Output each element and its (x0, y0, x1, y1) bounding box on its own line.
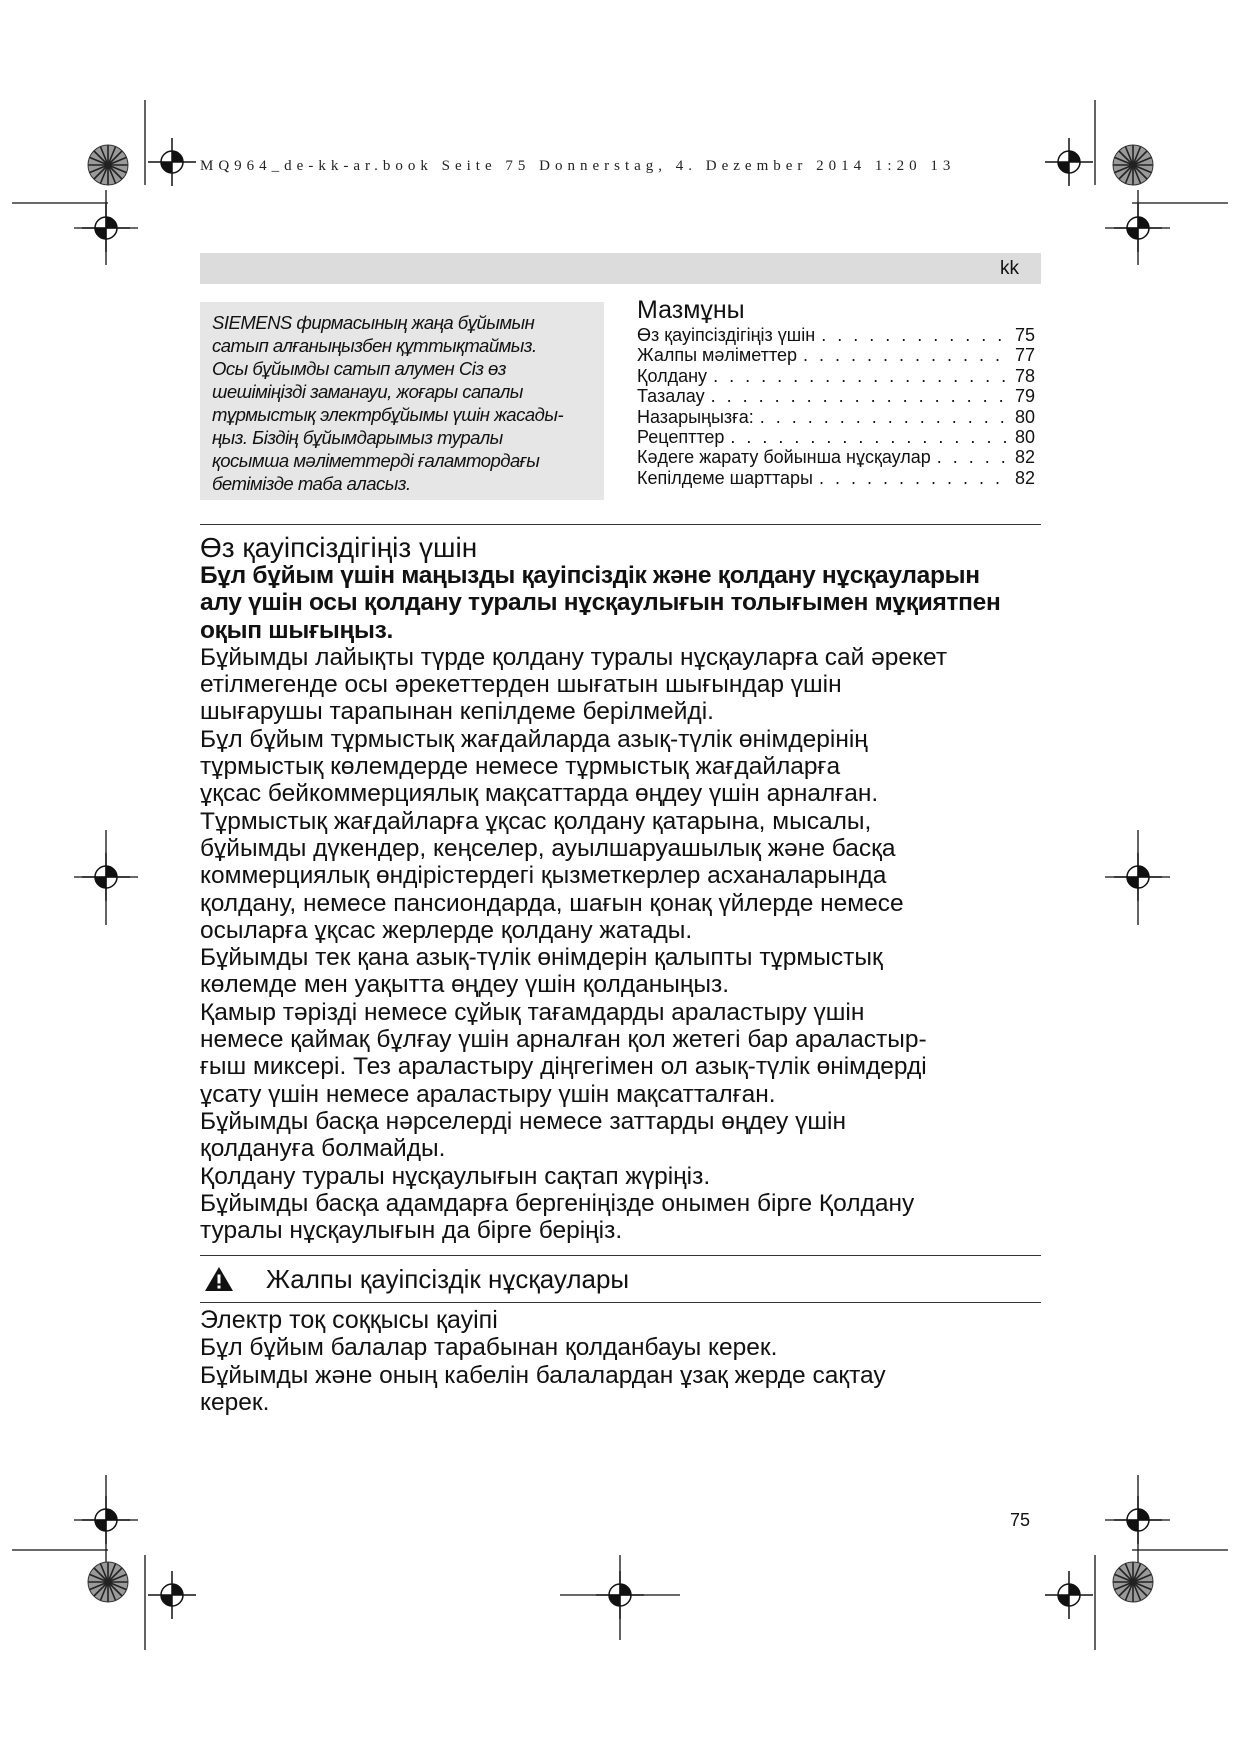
body-line: Бұйымды және оның кабелін балалардан ұзақ жерде сақтау (200, 1361, 886, 1389)
body-line: Тұрмыстық жағдайларға ұқсас қолдану қатарына, мысалы, (200, 807, 872, 835)
section-body (200, 562, 1045, 1244)
warning-heading (200, 1264, 1041, 1296)
body-line: Қолдану туралы нұсқаулығын сақтап жүріңіз. (200, 1162, 711, 1190)
electric-shock-section (200, 1307, 1045, 1416)
toc-item[interactable] (637, 447, 1035, 467)
toc-item[interactable] (637, 468, 1035, 488)
toc-item[interactable] (637, 325, 1035, 345)
body-line: көлемде мен уақытта өңдеу үшін қолданыңыз. (200, 971, 730, 999)
body-line: осыларға ұқсас жерлерде қолдану жатады. (200, 916, 693, 944)
body-line: шығарушы тарапынан кепілдеме берілмейді. (200, 698, 714, 726)
toc-item-page: 82 (1014, 447, 1035, 468)
toc-item[interactable] (637, 427, 1035, 447)
toc-item-label: Рецепттер (637, 427, 725, 448)
page-number: 75 (1010, 1510, 1031, 1530)
lead-line: алу үшін осы қолдану туралы нұсқаулығын толығымен мұқиятпен (200, 589, 1001, 617)
file-header-line: MQ964_de-kk-ar.book Seite 75 Donnerstag, 4. Dezember 2014 1:20 13 (200, 158, 956, 174)
lead-line: оқып шығыңыз. (200, 616, 394, 644)
section-heading: Өз қауіпсіздігіңіз үшін (200, 532, 478, 563)
toc-item-label: Қолдану (637, 365, 708, 386)
toc-item[interactable] (637, 386, 1035, 406)
body-line: ғыш миксері. Тез араластыру діңгегімен ол азық-түлік өнімдерді (200, 1053, 927, 1081)
body-line: керек. (200, 1388, 270, 1416)
body-line: Қамыр тәрізді немесе сұйық тағамдарды араластыру үшін (200, 998, 865, 1026)
intro-line: шешіміңізді заманауи, жоғары сапалы (212, 381, 523, 402)
warning-triangle-icon (204, 1266, 234, 1292)
body-line: Бұйымды тек қана азық-түлік өнімдерін қалыпты тұрмыстық (200, 944, 883, 972)
table-of-contents (637, 325, 1035, 488)
body-line: Бұйымды басқа нәрселерді немесе заттарды өңдеу үшін (200, 1107, 846, 1135)
body-line: қолдану, немесе пансиондарда, шағын қонақ үйлерде немесе (200, 889, 904, 917)
language-band (200, 253, 1041, 284)
intro-line: SIEMENS фирмасының жаңа бұйымын (212, 312, 535, 333)
body-line: Бұл бұйым тұрмыстық жағдайларда азық-түлік өнімдерінің (200, 725, 868, 753)
toc-item-label: Тазалау (637, 386, 705, 407)
toc-item[interactable] (637, 407, 1035, 427)
toc-item-label: Жалпы мәліметтер (637, 345, 798, 366)
body-line: ұсату үшін немесе араластыру үшін мақсатталған. (200, 1080, 776, 1108)
warning-divider-top (200, 1255, 1041, 1256)
toc-item-page: 78 (1014, 365, 1035, 386)
body-line: қолдануға болмайды. (200, 1135, 446, 1163)
toc-item-page: 79 (1014, 386, 1035, 407)
intro-line: қосымша мәліметтерді ғаламтордағы (212, 450, 540, 471)
intro-line: Осы бұйымды сатып алумен Сіз өз (212, 358, 506, 379)
toc-title: Мазмұны (637, 296, 745, 324)
toc-item-page: 82 (1014, 467, 1035, 488)
section-divider (200, 524, 1041, 525)
intro-line: сатып алғаныңызбен құттықтаймыз. (212, 335, 537, 356)
body-line: немесе қаймақ бұлғау үшін арналған қол жетегі бар араластыр- (200, 1026, 927, 1054)
toc-item-page: 75 (1014, 325, 1035, 345)
body-line: Бұл бұйым балалар тарабынан қолданбауы керек. (200, 1334, 778, 1362)
body-line: туралы нұсқаулығын да бірге беріңіз. (200, 1217, 623, 1245)
subsection-heading: Электр тоқ соққысы қауіпі (200, 1306, 498, 1334)
body-line: етілмегенде осы әрекеттерден шығатын шығындар үшін (200, 671, 842, 699)
intro-line: тұрмыстық электрбұйымы үшін жасады- (212, 404, 564, 425)
toc-item[interactable] (637, 345, 1035, 365)
toc-item-label: Назарыңызға: (637, 406, 754, 427)
body-line: Бұйымды басқа адамдарға бергеніңізде онымен бірге Қолдану (200, 1189, 915, 1217)
toc-item-label: Кәдеге жарату бойынша нұсқаулар (637, 447, 931, 468)
body-line: коммерциялық өндірістердегі қызметкерлер асханаларында (200, 862, 887, 890)
toc-item-label: Кепілдеме шарттары (637, 467, 813, 488)
body-line: ұқсас бейкоммерциялық мақсаттарда өңдеу үшін арналған. (200, 780, 879, 808)
toc-item-page: 77 (1014, 345, 1035, 366)
body-line: Бұйымды лайықты түрде қолдану туралы нұсқауларға сай әрекет (200, 643, 948, 671)
warning-divider-bottom (200, 1302, 1041, 1303)
body-line: бұйымды дүкендер, кеңселер, ауылшаруашылық және басқа (200, 834, 896, 862)
intro-line: ңыз. Біздің бұйымдарымыз туралы (212, 427, 503, 448)
language-code: kk (1000, 258, 1019, 279)
lead-line: Бұл бұйым үшін маңызды қауіпсіздік және қолдану нұсқауларын (200, 562, 980, 589)
toc-item[interactable] (637, 366, 1035, 386)
body-line: тұрмыстық көлемдерде немесе тұрмыстық жағдайларға (200, 753, 841, 781)
toc-item-label: Өз қауіпсіздігіңіз үшін (637, 325, 816, 345)
toc-item-page: 80 (1014, 427, 1035, 448)
intro-line: бетімізде таба аласыз. (212, 473, 411, 494)
intro-box (200, 302, 604, 500)
toc-item-page: 80 (1014, 406, 1035, 427)
warning-title: Жалпы қауіпсіздік нұсқаулары (266, 1264, 630, 1294)
